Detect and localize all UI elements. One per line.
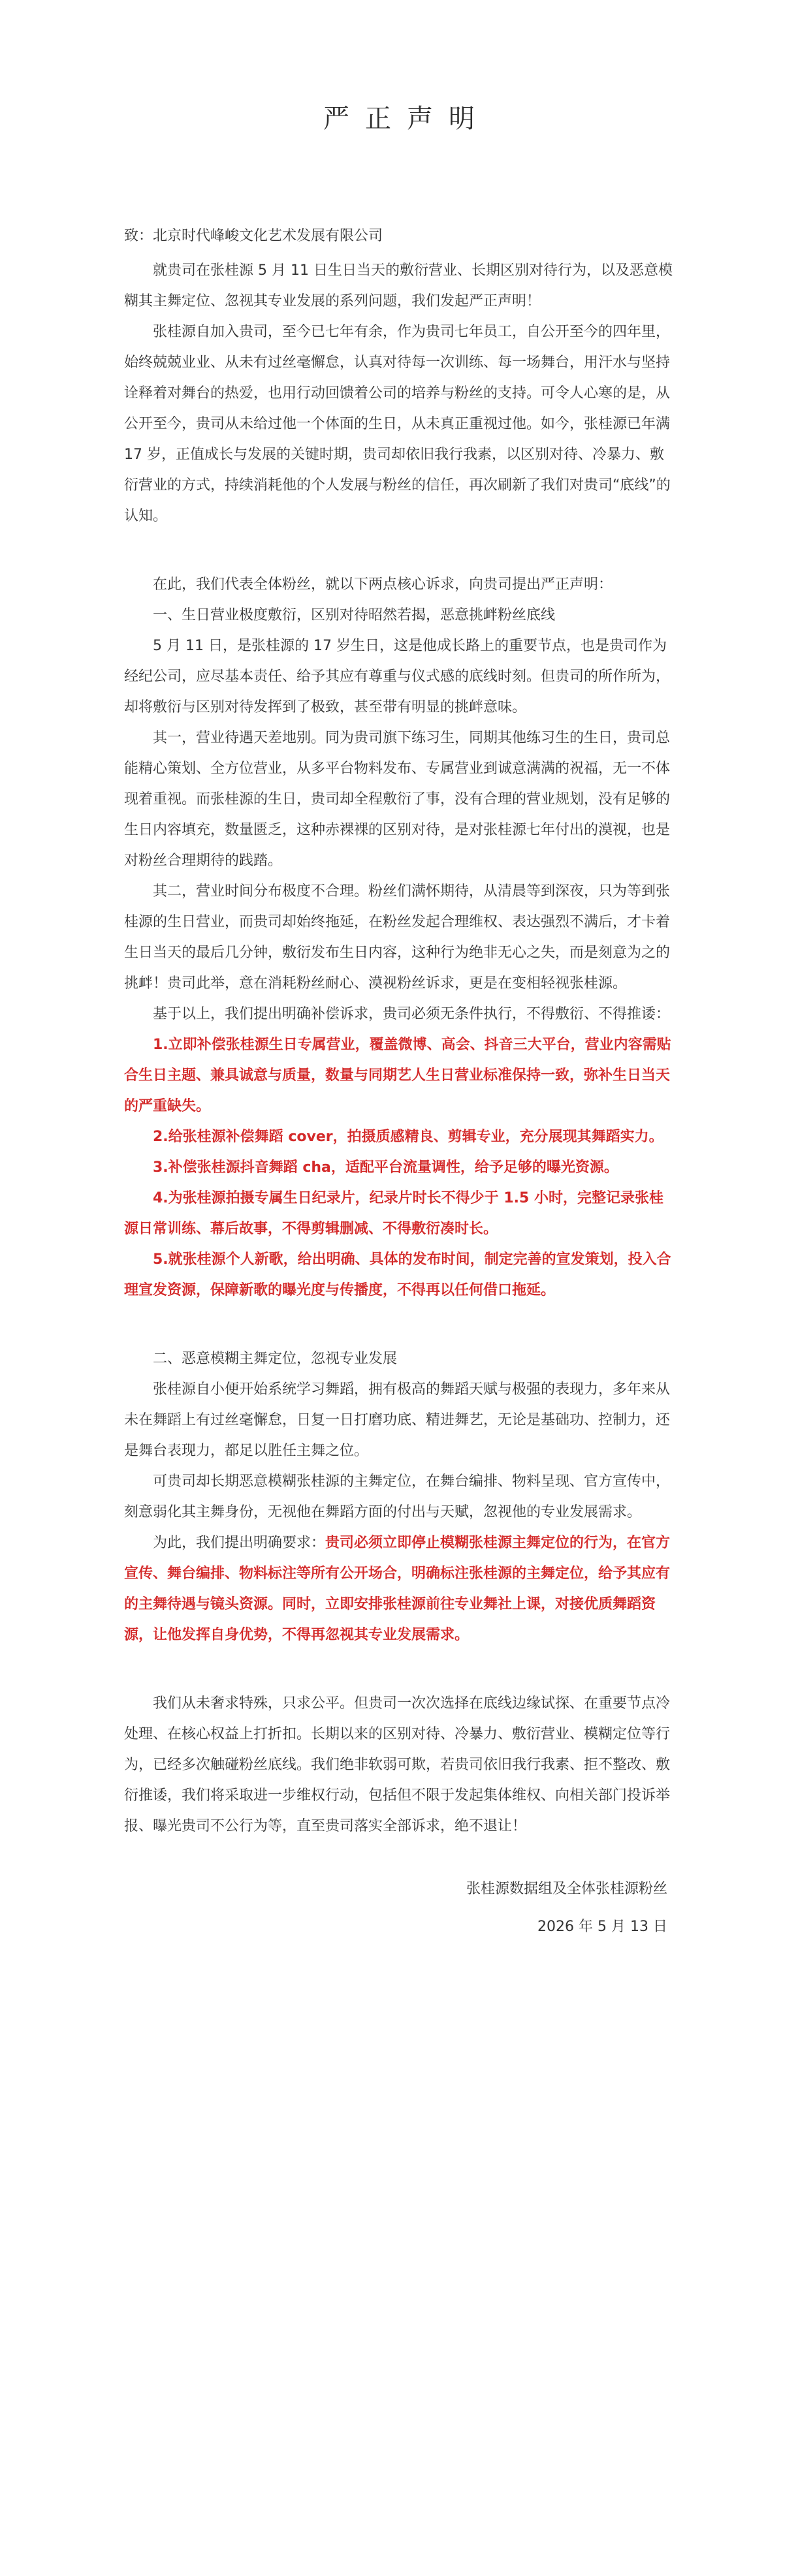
intro-paragraph-1: 就贵司在张桂源 5 月 11 日生日当天的敷衍营业、长期区别对待行为，以及恶意模糊其主舞定位、忽视其专业发展的系列问题，我们发起严正声明！ [124,262,673,309]
demand-item-4: 4.为张桂源拍摄专属生日纪录片，纪录片时长不得少于 1.5 小时，完整记录张桂源日常训练、幕后故事，不得剪辑删减、不得敷衍凑时长。 [124,1190,663,1237]
signature-date: 2026 年 5 月 13 日 [537,1919,667,1935]
section2-demand-red: 贵司必须立即停止模糊张桂源主舞定位的行为，在官方宣传、舞台编排、物料标注等所有公开场合，明确标注张桂源的主舞定位，给予其应有的主舞待遇与镜头资源。同时，立即安排张桂源前往专业舞社上课，对接优质舞蹈资源，让他发挥自身优势，不得再忽视其专业发展需求。 [124,1535,671,1643]
section2-demand-lead: 为此，我们提出明确要求： [153,1535,326,1551]
section1-paragraph-2: 其一，营业待遇天差地别。同为贵司旗下练习生，同期其他练习生的生日，贵司总能精心策划、全方位营业，从多平台物料发布、专属营业到诚意满满的祝福，无一不体现着重视。而张桂源的生日，贵司却全程敷衍了事，没有合理的营业规划，没有足够的生日内容填充，数量匮乏，这种赤裸裸的区别对待，是对张桂源七年付出的漠视，也是对粉丝合理期待的践踏。 [124,730,671,869]
section1-paragraph-4: 基于以上，我们提出明确补偿诉求，贵司必须无条件执行，不得敷衍、不得推诿： [153,1006,671,1022]
addressee: 致：北京时代峰峻文化艺术发展有限公司 [124,228,383,244]
demand-item-2: 2.给张桂源补偿舞蹈 cover，拍摄质感精良、剪辑专业，充分展现其舞蹈实力。 [153,1129,663,1145]
demand-item-3: 3.补偿张桂源抖音舞蹈 cha，适配平台流量调性，给予足够的曝光资源。 [153,1159,618,1176]
demand-item-5: 5.就张桂源个人新歌，给出明确、具体的发布时间，制定完善的宣发策划，投入合理宣发资源，保障新歌的曝光度与传播度，不得再以任何借口拖延。 [124,1251,671,1298]
section1-heading: 一、生日营业极度敷衍，区别对待昭然若揭，恶意挑衅粉丝底线 [153,607,556,623]
closing-paragraph: 我们从未奢求特殊，只求公平。但贵司一次次选择在底线边缘试探、在重要节点冷处理、在核心权益上打折扣。长期以来的区别对待、冷暴力、敷衍营业、模糊定位等行为，已经多次触碰粉丝底线。我们绝非软弱可欺，若贵司依旧我行我素、拒不整改、敷衍推诿，我们将采取进一步维权行动，包括但不限于发起集体维权、向相关部门投诉举报、曝光贵司不公行为等，直至贵司落实全部诉求，绝不退让！ [124,1695,671,1834]
intro-paragraph-2: 张桂源自加入贵司，至今已七年有余，作为贵司七年员工，自公开至今的四年里，始终兢兢业业、从未有过丝毫懈怠，认真对待每一次训练、每一场舞台，用汗水与坚持诠释着对舞台的热爱，也用行动回馈着公司的培养与粉丝的支持。可令人心寒的是，从公开至今，贵司从未给过他一个体面的生日，从未真正重视过他。如今，张桂源已年满 17 岁，正值成长与发展的关键时期，贵司却依旧我行我素，以区别对待、冷暴力、敷衍营业的方式，持续消耗他的个人发展与粉丝的信任，再次刷新了我们对贵司“底线”的认知。 [124,324,671,524]
section1-intro: 在此，我们代表全体粉丝，就以下两点核心诉求，向贵司提出严正声明： [153,576,613,593]
section2-demand-paragraph [124,1528,674,1650]
section2-paragraph-1: 张桂源自小便开始系统学习舞蹈，拥有极高的舞蹈天赋与极强的表现力，多年来从未在舞蹈上有过丝毫懈怠，日复一日打磨功底、精进舞艺，无论是基础功、控制力，还是舞台表现力，都足以胜任主舞之位。 [124,1381,671,1459]
section2-paragraph-2: 可贵司却长期恶意模糊张桂源的主舞定位，在舞台编排、物料呈现、官方宣传中，刻意弱化其主舞身份，无视他在舞蹈方面的付出与天赋，忽视他的专业发展需求。 [124,1473,671,1520]
section1-paragraph-1: 5 月 11 日，是张桂源的 17 岁生日，这是他成长路上的重要节点，也是贵司作为经纪公司，应尽基本责任、给予其应有尊重与仪式感的底线时刻。但贵司的所作所为，却将敷衍与区别对待发挥到了极致，甚至带有明显的挑衅意味。 [124,638,671,715]
signature: 张桂源数据组及全体张桂源粉丝 [466,1881,667,1897]
section2-heading: 二、恶意模糊主舞定位，忽视专业发展 [153,1351,398,1367]
document-title: 严正声明 [323,104,490,134]
demand-item-1: 1.立即补偿张桂源生日专属营业，覆盖微博、高会、抖音三大平台，营业内容需贴合生日主题、兼具诚意与质量，数量与同期艺人生日营业标准保持一致，弥补生日当天的严重缺失。 [124,1037,671,1114]
section1-paragraph-3: 其二，营业时间分布极度不合理。粉丝们满怀期待，从清晨等到深夜，只为等到张桂源的生日营业，而贵司却始终拖延，在粉丝发起合理维权、表达强烈不满后，才卡着生日当天的最后几分钟，敷衍发布生日内容，这种行为绝非无心之失，而是刻意为之的挑衅！贵司此举，意在消耗粉丝耐心、漠视粉丝诉求，更是在变相轻视张桂源。 [124,883,671,992]
